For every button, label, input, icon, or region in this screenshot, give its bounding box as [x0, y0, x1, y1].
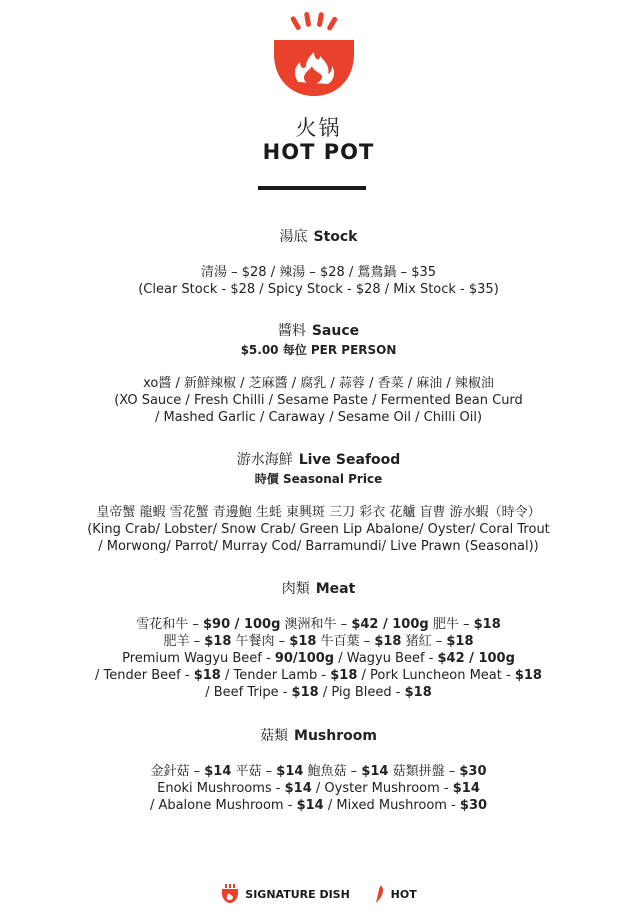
legend-hot: HOT [374, 884, 417, 904]
page-title: HOT POT [262, 140, 375, 164]
seafood-list-zh: 皇帝蟹 龍蝦 雪花蟹 青邊鮑 生蚝 東興斑 三刀 彩衣 花艫 盲曹 游水蝦（時令） [96, 505, 541, 520]
meat-line: / Tender Beef - $18 / Tender Lamb - $18 / Pork Luncheon Meat - $18 [95, 668, 542, 683]
meat-line: 雪花和牛 – $90 / 100g 澳洲和牛 – $42 / 100g 肥牛 – $18 [136, 617, 501, 632]
section-heading: 湯底 Stock [279, 229, 358, 245]
legend [0, 884, 637, 904]
meat-line: / Beef Tripe - $18 / Pig Bleed - $18 [205, 685, 432, 700]
sauce-section [0, 322, 637, 426]
page-title-chinese: 火锅 [295, 116, 342, 140]
section-heading: 游水海鮮 Live Seafood [236, 452, 401, 468]
mushroom-line: 金針菇 – $14 平菇 – $14 鮑魚菇 – $14 菇類拼盤 – $30 [150, 764, 487, 779]
mushroom-line: / Abalone Mushroom - $14 / Mixed Mushroom - $30 [149, 798, 488, 813]
legend-signature: SIGNATURE DISH [220, 884, 350, 904]
section-heading: 醬料 Sauce [277, 323, 360, 339]
seafood-section [0, 451, 637, 555]
mushroom-section [0, 727, 637, 814]
section-heading: 肉類 Meat [281, 581, 356, 597]
meat-line: Premium Wagyu Beef - 90/100g / Wagyu Beef - $42 / 100g [122, 651, 515, 666]
hot-pot-icon [270, 10, 358, 100]
seafood-list-en: (King Crab/ Lobster/ Snow Crab/ Green Lip Abalone/ Oyster/ Coral Trout [87, 522, 550, 537]
title-divider [258, 186, 366, 190]
stock-section [0, 228, 637, 298]
hot-pot-icon [220, 884, 240, 904]
sauce-list-en: / Mashed Garlic / Caraway / Sesame Oil / Chilli Oil) [154, 410, 483, 425]
section-heading: 菇類 Mushroom [260, 728, 377, 744]
meat-section [0, 580, 637, 701]
chilli-icon [374, 884, 386, 904]
stock-prices-zh: 清湯 – $28 / 辣湯 – $28 / 鴛鴦鍋 – $35 [200, 265, 437, 280]
meat-line: 肥羊 – $18 午餐肉 – $18 牛百葉 – $18 猪紅 – $18 [163, 634, 474, 649]
sauce-list-en: (XO Sauce / Fresh Chilli / Sesame Paste / Fermented Bean Curd [114, 393, 523, 408]
seafood-price: 時價 Seasonal Price [254, 472, 383, 486]
stock-prices-en: (Clear Stock - $28 / Spicy Stock - $28 / Mix Stock - $35) [138, 282, 499, 297]
mushroom-line: Enoki Mushrooms - $14 / Oyster Mushroom - $14 [157, 781, 480, 796]
sauce-list-zh: xo醬 / 新鮮辣椒 / 芝麻醬 / 腐乳 / 蒜蓉 / 香菜 / 麻油 / 辣椒油 [143, 376, 494, 391]
seafood-list-en: / Morwong/ Parrot/ Murray Cod/ Barramundi/ Live Prawn (Seasonal)) [98, 539, 539, 554]
sauce-price: $5.00 每位 PER PERSON [240, 343, 397, 357]
